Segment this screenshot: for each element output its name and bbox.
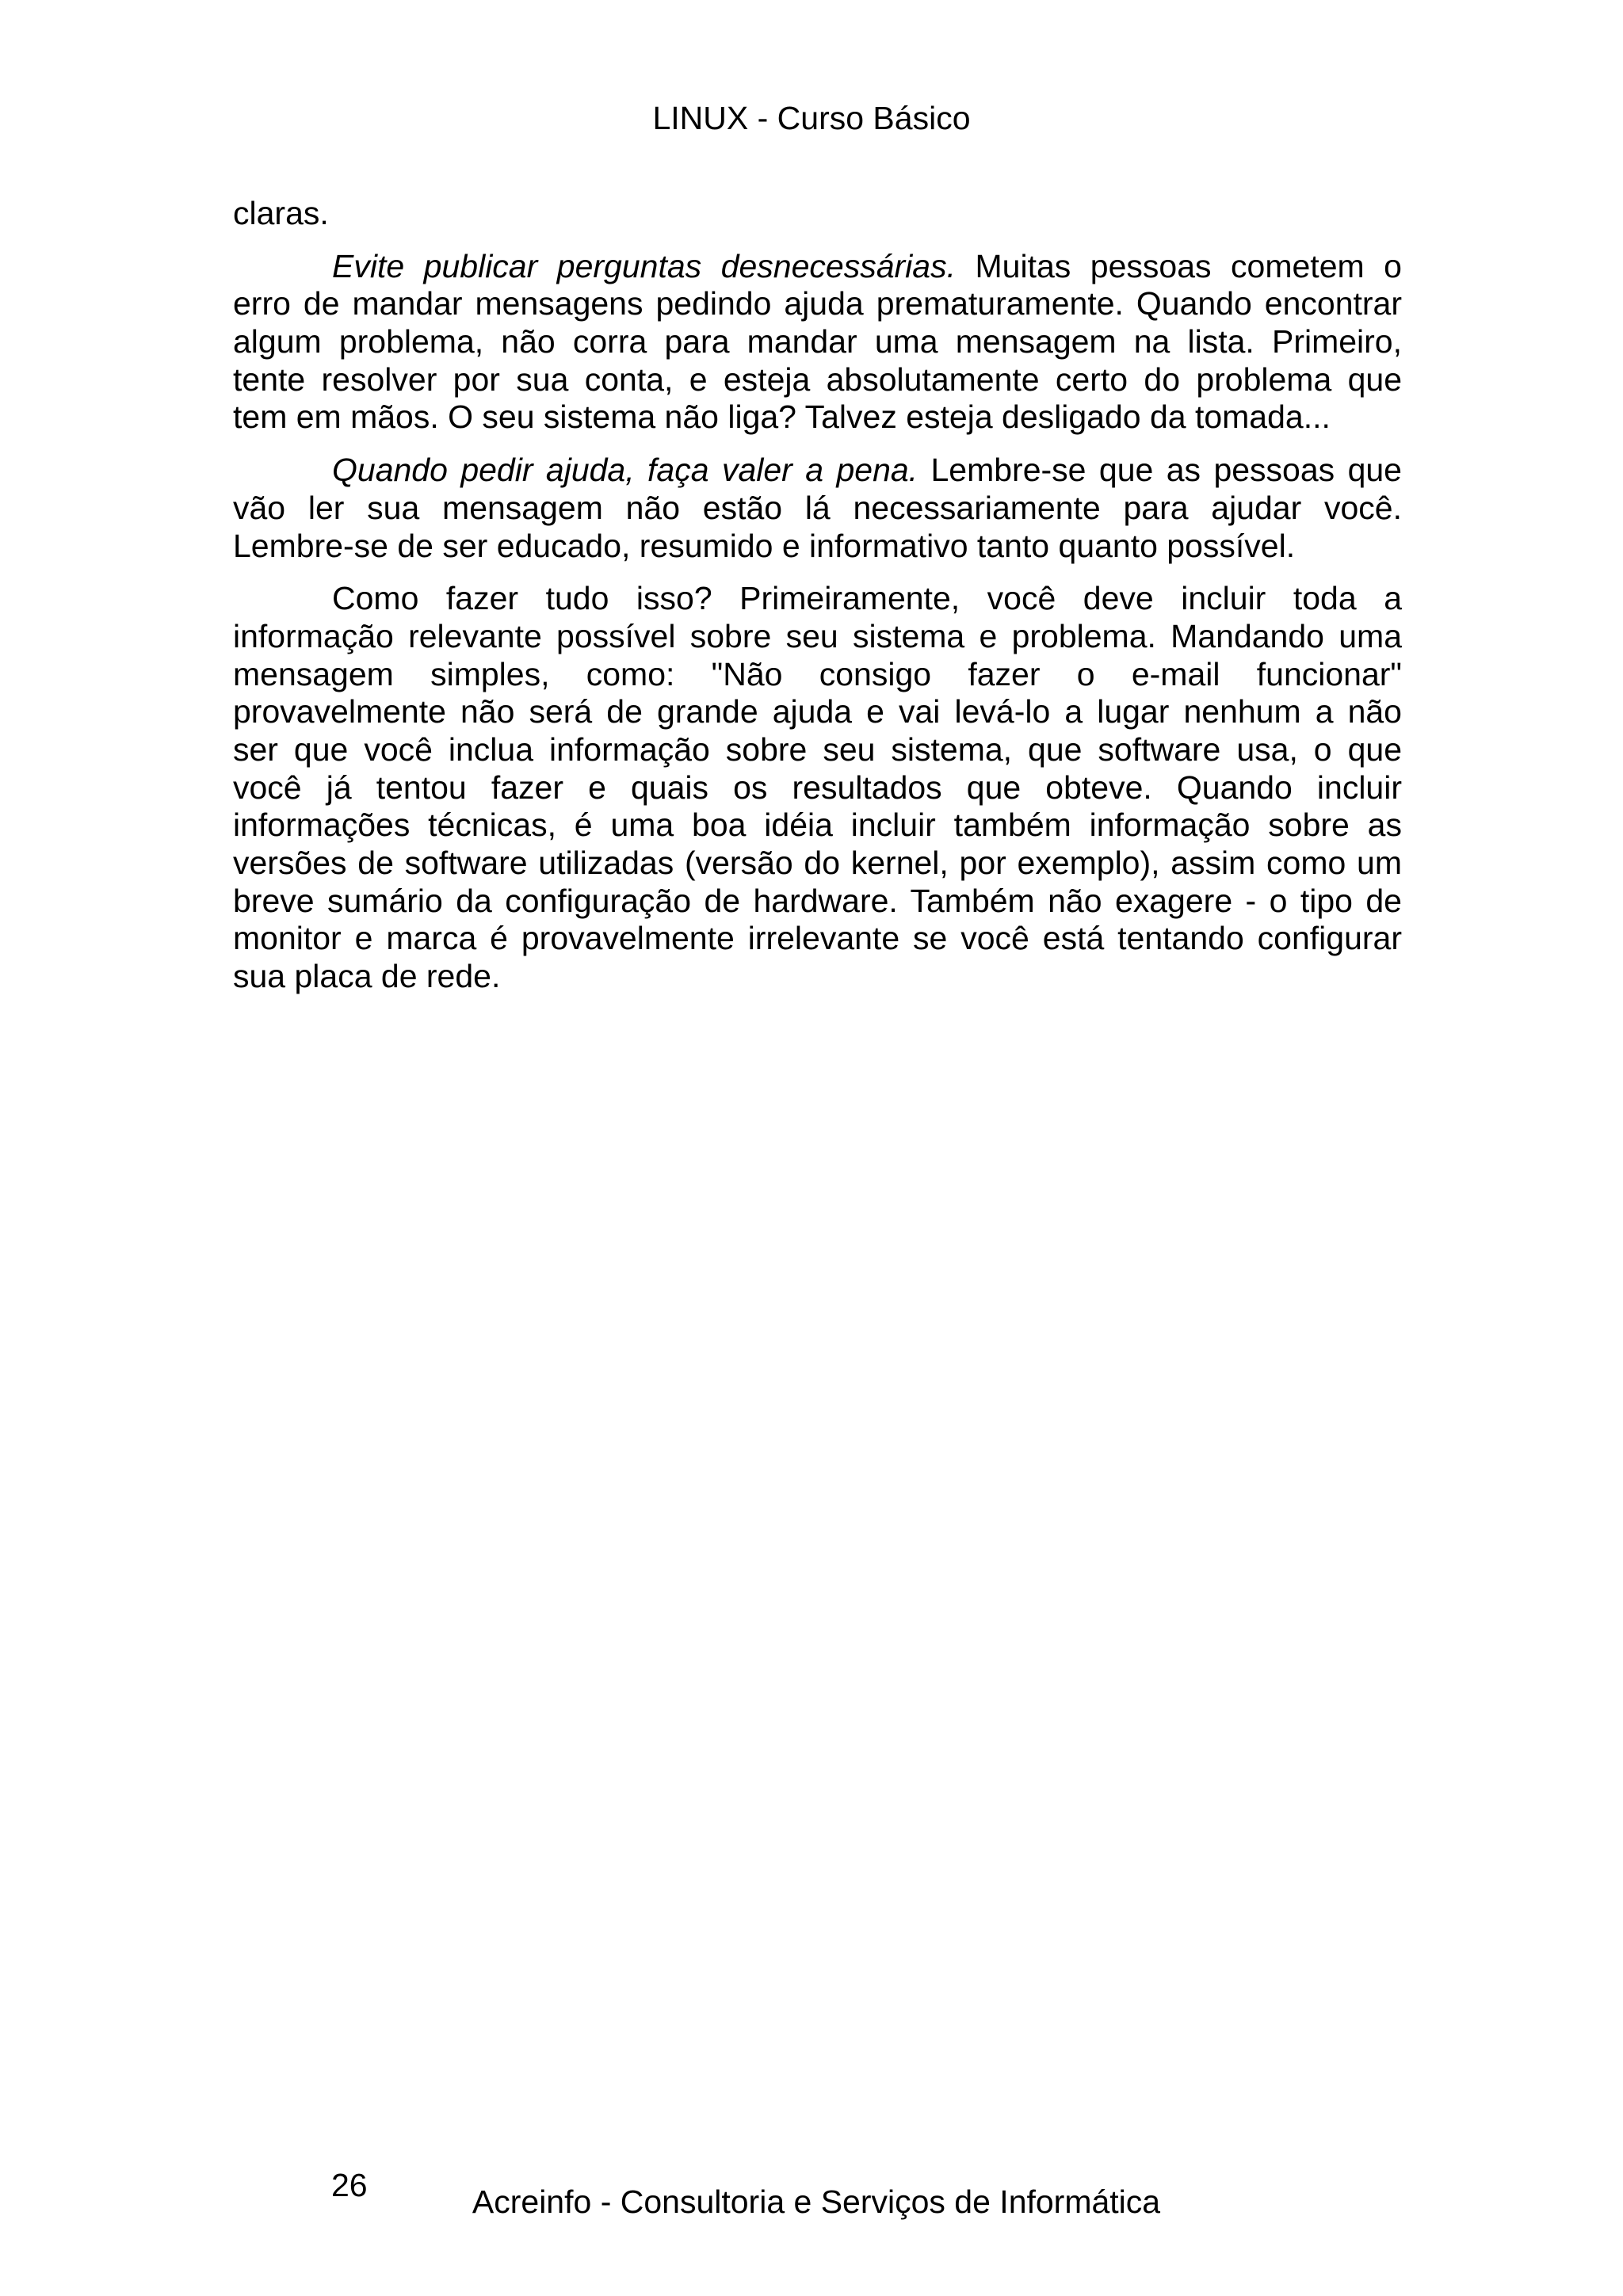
text-segment: Muitas pessoas cometem o — [955, 247, 1402, 284]
text-line — [233, 883, 1402, 921]
text-line — [233, 656, 1402, 694]
page-header-title: LINUX - Curso Básico — [652, 100, 971, 136]
text-segment: erro de mandar mensagens pedindo ajuda prematuramente. Quando encontrar — [233, 285, 1402, 322]
italic-lead-text: Evite publicar perguntas desnecessárias. — [332, 247, 956, 284]
page-number: 26 — [331, 2167, 368, 2203]
text-line — [233, 399, 1402, 437]
text-line — [233, 731, 1402, 769]
text-line — [233, 693, 1402, 731]
text-segment: mensagem simples, como: "Não consigo fazer o e-mail funcionar" — [233, 655, 1402, 692]
text-segment: algum problema, não corra para mandar uma mensagem na lista. Primeiro, — [233, 323, 1402, 360]
text-segment: claras. — [233, 195, 329, 231]
text-line — [233, 920, 1402, 958]
text-line — [233, 528, 1402, 566]
document-body — [233, 195, 1402, 996]
text-segment: informação relevante possível sobre seu sistema e problema. Mandando uma — [233, 617, 1402, 654]
text-segment: versões de software utilizadas (versão do kernel, por exemplo), assim como um — [233, 845, 1402, 881]
text-segment: ser que você inclua informação sobre seu sistema, que software usa, o que — [233, 730, 1402, 768]
text-segment: Como fazer tudo isso? Primeiramente, você deve incluir toda a — [332, 580, 1402, 617]
paragraph — [233, 452, 1402, 565]
text-line — [233, 580, 1402, 618]
italic-lead-text: Quando pedir ajuda, faça valer a pena. — [332, 452, 918, 489]
text-line — [233, 618, 1402, 656]
text-line — [233, 248, 1402, 286]
text-segment: breve sumário da configuração de hardware. Também não exagere - o tipo de — [233, 882, 1402, 919]
paragraph — [233, 580, 1402, 996]
text-line — [233, 195, 1402, 233]
text-segment: tem em mãos. O seu sistema não liga? Talvez esteja desligado da tomada... — [233, 399, 1331, 436]
paragraph — [233, 248, 1402, 437]
text-segment: provavelmente não será de grande ajuda e vai levá-lo a lugar nenhum a não — [233, 693, 1402, 730]
text-segment: sua placa de rede. — [233, 958, 501, 995]
text-line — [233, 807, 1402, 845]
page-footer-text: Acreinfo - Consultoria e Serviços de Informática — [472, 2183, 1161, 2220]
text-line — [233, 452, 1402, 490]
text-segment: tente resolver por sua conta, e esteja absolutamente certo do problema que — [233, 360, 1402, 398]
text-line — [233, 845, 1402, 883]
text-segment: você já tentou fazer e quais os resultados que obteve. Quando incluir — [233, 769, 1402, 806]
text-line — [233, 323, 1402, 361]
text-segment: monitor e marca é provavelmente irrelevante se você está tentando configurar — [233, 920, 1402, 957]
text-line — [233, 361, 1402, 399]
text-line — [233, 490, 1402, 528]
text-segment: informações técnicas, é uma boa idéia incluir também informação sobre as — [233, 807, 1402, 844]
text-segment: vão ler sua mensagem não estão lá necessariamente para ajudar você. — [233, 489, 1402, 526]
paragraph — [233, 195, 1402, 233]
text-line — [233, 769, 1402, 807]
text-segment: Lembre-se que as pessoas que — [918, 452, 1402, 489]
text-segment: Lembre-se de ser educado, resumido e informativo tanto quanto possível. — [233, 527, 1296, 564]
text-line — [233, 285, 1402, 323]
text-line — [233, 958, 1402, 996]
